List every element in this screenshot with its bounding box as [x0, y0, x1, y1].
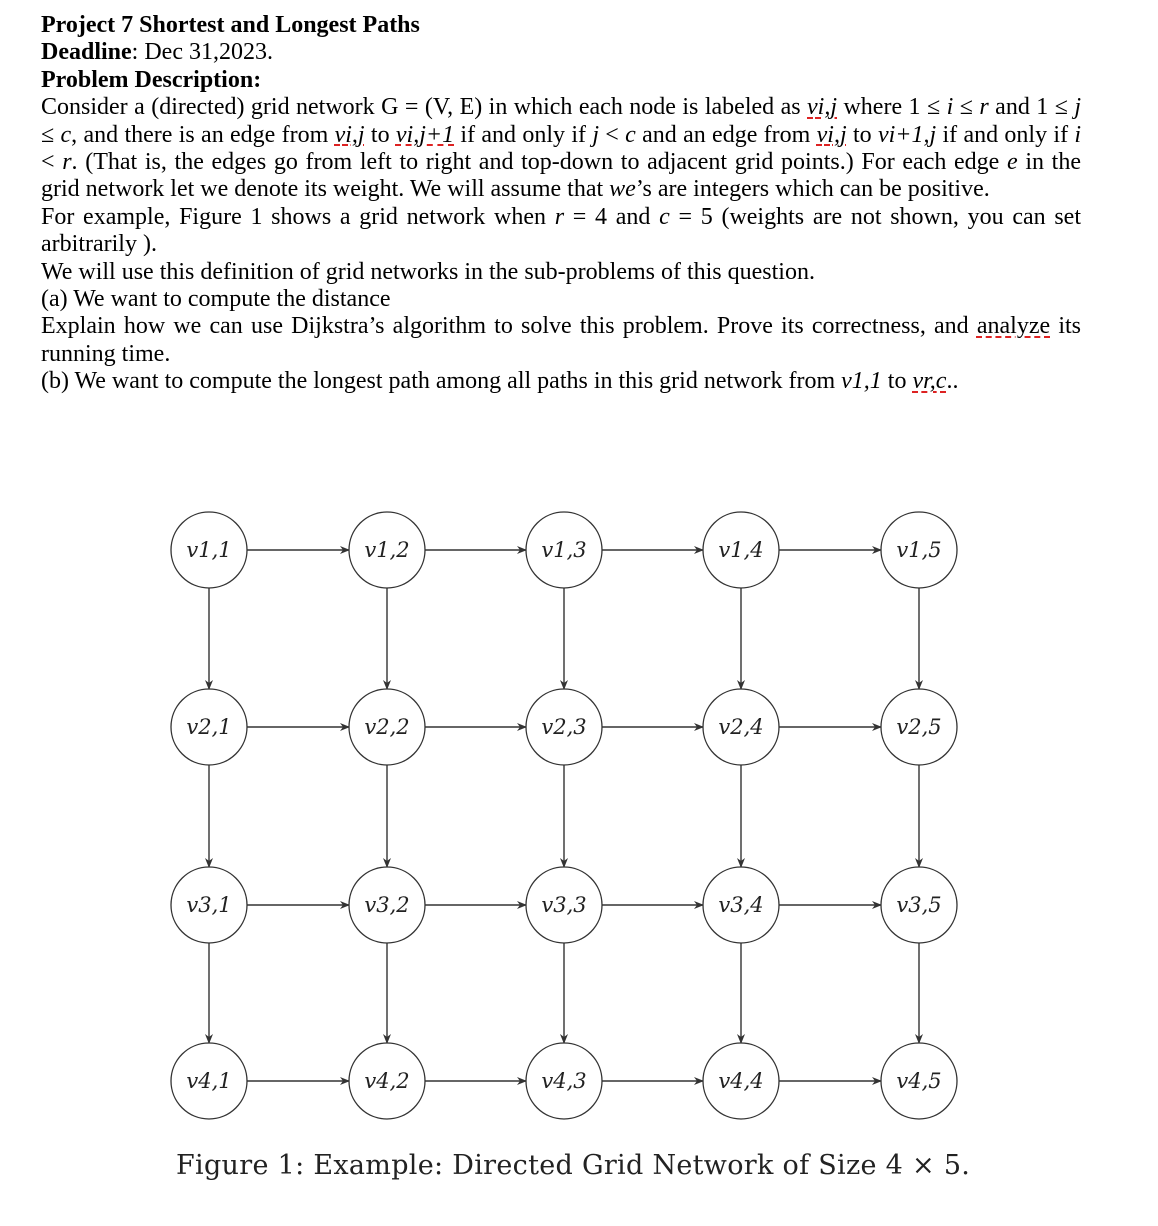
node-1-2 — [349, 512, 425, 588]
node-3-3 — [526, 867, 602, 943]
node-label: v2,3 — [541, 715, 587, 739]
node-4-2 — [349, 1043, 425, 1119]
paragraph-example: For example, Figure 1 shows a grid network when r = 4 and c = 5 (weights are not shown, you can set arbitrarily ). — [41, 203, 1082, 258]
node-4-4 — [703, 1043, 779, 1119]
node-label: v4,2 — [364, 1069, 410, 1093]
node-label: v3,2 — [364, 893, 410, 917]
edges — [209, 550, 919, 1081]
node-3-4 — [703, 867, 779, 943]
node-label: v2,2 — [364, 715, 410, 739]
node-4-1 — [171, 1043, 247, 1119]
node-3-2 — [349, 867, 425, 943]
node-label: v3,5 — [896, 893, 942, 917]
node-3-5 — [881, 867, 957, 943]
node-label: v1,5 — [896, 538, 942, 562]
node-label: v1,1 — [186, 538, 232, 562]
node-1-4 — [703, 512, 779, 588]
node-2-4 — [703, 689, 779, 765]
node-4-5 — [881, 1043, 957, 1119]
node-label: v1,4 — [718, 538, 764, 562]
deadline-line: Deadline: Dec 31,2023. — [41, 39, 273, 66]
question-a-explain: Explain how we can use Dijkstra’s algorithm to solve this problem. Prove its correctness, and analyze its running time. — [41, 313, 1081, 367]
node-label: v3,1 — [186, 893, 232, 917]
node-1-1 — [171, 512, 247, 588]
node-label: v4,4 — [718, 1069, 764, 1093]
question-b: (b) We want to compute the longest path among all paths in this grid network from v1,1 to vr,c.. — [41, 368, 959, 395]
paragraph-usage: We will use this definition of grid networks in the sub-problems of this question. — [41, 258, 815, 285]
node-1-3 — [526, 512, 602, 588]
node-label: v3,4 — [718, 893, 764, 917]
node-2-3 — [526, 689, 602, 765]
node-label: v1,2 — [364, 538, 410, 562]
question-a: (a) We want to compute the distance — [41, 286, 391, 313]
node-3-1 — [171, 867, 247, 943]
node-label: v1,3 — [541, 538, 587, 562]
node-2-5 — [881, 689, 957, 765]
node-label: v2,4 — [718, 715, 764, 739]
node-label: v4,1 — [186, 1069, 232, 1093]
node-label: v2,5 — [896, 715, 942, 739]
figure-caption: Figure 1: Example: Directed Grid Network of Size 4 × 5. — [176, 1150, 971, 1181]
node-2-2 — [349, 689, 425, 765]
node-label: v4,3 — [541, 1069, 587, 1093]
node-label: v2,1 — [186, 715, 232, 739]
node-4-3 — [526, 1043, 602, 1119]
project-title: Project 7 Shortest and Longest Paths — [41, 12, 420, 38]
node-1-5 — [881, 512, 957, 588]
paragraph-definition: Consider a (directed) grid network G = (V, E) in which each node is labeled as vi,j where 1 ≤ i ≤ r and 1 ≤ j ≤ c, and there is an edge from vi,j to vi,j+1 if and only if j < c and an edge from vi,j to vi+1,j if and only if i < r. (That is, the edges go from left to right and top-down to adjacent grid points.) For each edge e in the grid network let we denote its weight. We will assume that we’s are integers which can be positive. — [41, 94, 1082, 203]
node-label: v3,3 — [541, 893, 587, 917]
var-vij: vi,j — [807, 94, 838, 121]
problem-heading: Problem Description: — [41, 66, 262, 93]
node-2-1 — [171, 689, 247, 765]
node-label: v4,5 — [896, 1069, 942, 1093]
